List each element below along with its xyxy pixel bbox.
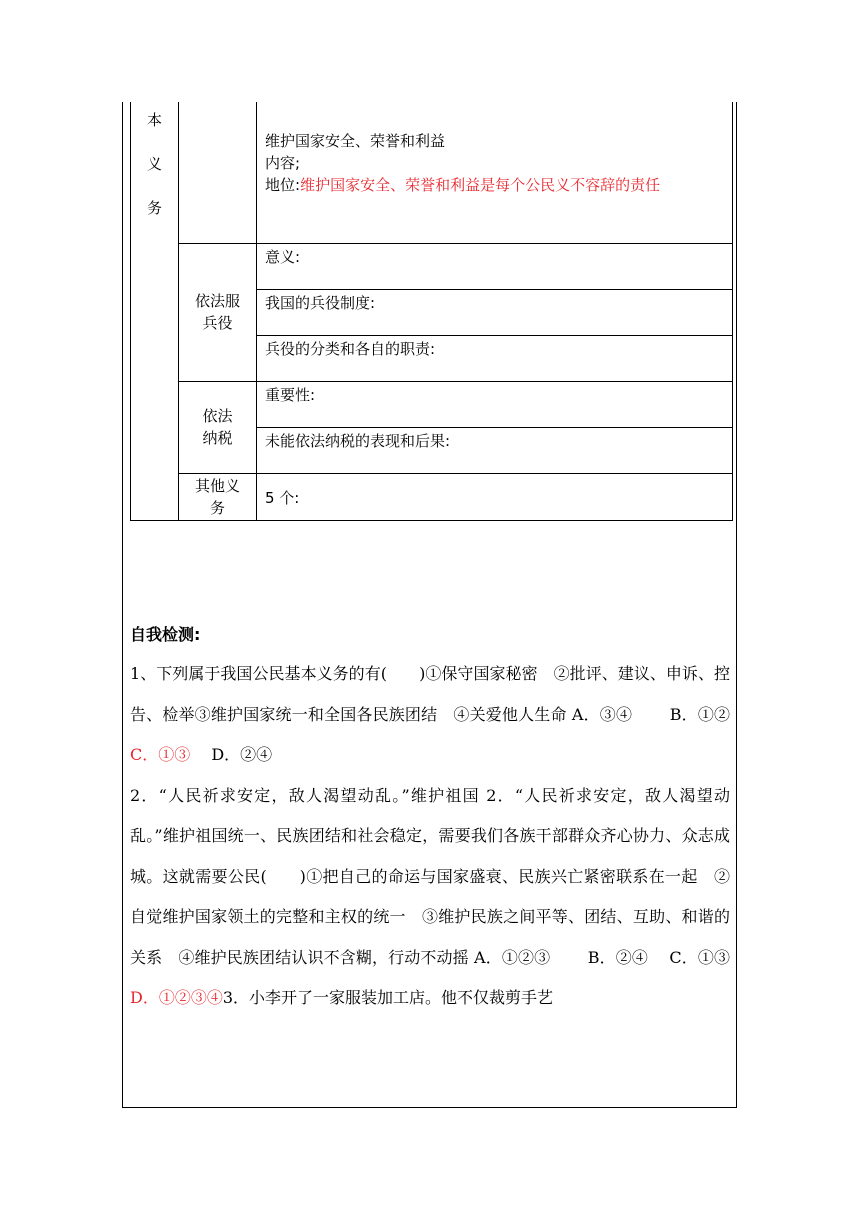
question-3: 3．小李开了一家服装加工店。他不仅裁剪手艺 <box>222 988 554 1007</box>
tax-item: 重要性: <box>257 381 733 427</box>
heading-char: 务 <box>146 199 162 217</box>
status-label: 地位: <box>265 176 301 194</box>
tax-label: 依法纳税 <box>179 381 257 473</box>
security-title: 维护国家安全、荣誉和利益 <box>265 132 446 150</box>
security-content-cell <box>257 102 733 243</box>
self-test-section <box>130 620 779 1019</box>
q2-answer: D．①②③④ <box>130 988 223 1007</box>
table-row <box>131 243 733 289</box>
security-content-label: 内容; <box>265 154 301 172</box>
status-text: 维护国家安全、荣誉和利益是每个公民义不容辞的责任 <box>300 176 661 194</box>
security-label-cell <box>179 102 257 243</box>
q1-answer: C．①③ <box>130 745 191 764</box>
military-label: 依法服兵役 <box>179 243 257 381</box>
military-item: 我国的兵役制度: <box>257 289 733 335</box>
military-item: 兵役的分类和各自的职责: <box>257 335 733 381</box>
tax-item: 未能依法纳税的表现和后果: <box>257 427 733 473</box>
table-row <box>131 381 733 427</box>
military-item: 意义: <box>257 243 733 289</box>
self-test-heading: 自我检测: <box>130 625 201 644</box>
heading-char: 本 <box>146 111 162 129</box>
other-label: 其他义务 <box>179 473 257 520</box>
security-status <box>265 174 724 196</box>
table-row <box>131 102 733 243</box>
other-content: 5 个: <box>257 473 733 520</box>
main-heading-cell <box>131 102 179 520</box>
heading-char: 义 <box>146 155 162 173</box>
question-1: 1、下列属于我国公民基本义务的有( )①保守国家秘密 ②批评、建议、申诉、控告、检举③维护国家统一和全国各民族团结 ④关爱他人生命 A．③④ B．①② C．①③ D．②④ <box>130 664 763 764</box>
table-row <box>131 473 733 520</box>
duty-table <box>130 102 733 521</box>
question-2: 2．“人民祈求安定，敌人渴望动乱。”维护祖国 2．“人民祈求安定，敌人渴望动乱。”维护祖国统一、民族团结和社会稳定，需要我们各族干部群众齐心协力、众志成城。这就需要公民( )①把自己的命运与国家盛衰、民族兴亡紧密联系在一起 ②自觉维护国家领土的完整和主权的统一 ③维护民族之间平等、团结、互助、和谐的关系 ④维护民族团结认识不含糊，行动不动摇 A．①②③ B．②④ C．①③ D．①②③④3．小李开了一家服装加工店。他不仅裁剪手艺 <box>130 785 779 1007</box>
